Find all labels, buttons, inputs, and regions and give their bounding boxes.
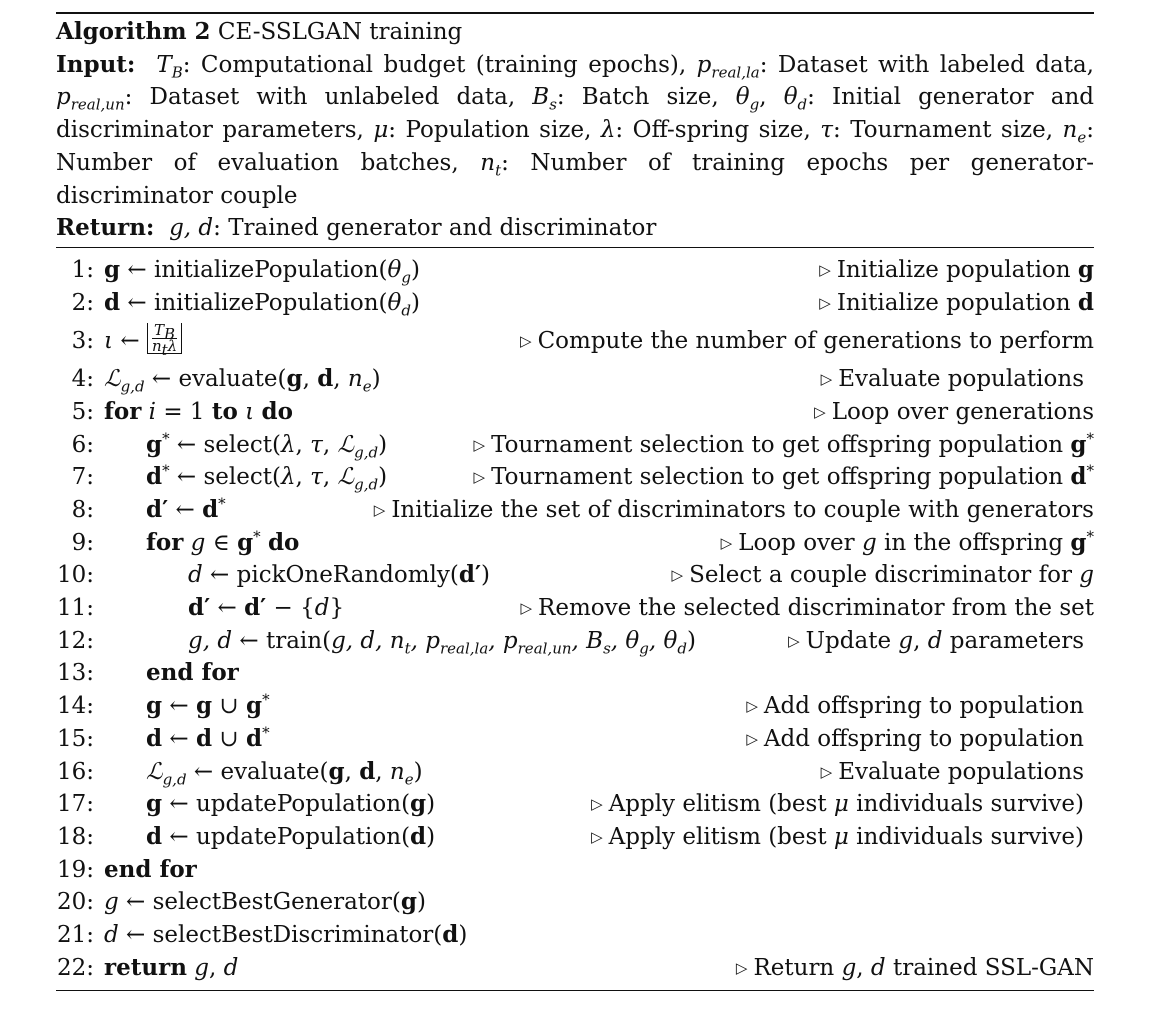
line-number: 1: (71, 256, 94, 283)
algorithm-line (56, 690, 1094, 723)
algorithm-line (56, 952, 1094, 985)
line-code: d ← updatePopulation(d) (146, 822, 436, 850)
line-number: 13: (56, 660, 94, 687)
line-code: g ← g ∪ g* (146, 690, 270, 720)
algorithm-line (56, 396, 1094, 429)
algorithm-line (56, 854, 1094, 887)
line-comment: ▷ Tournament selection to get offspring population d* (473, 461, 1094, 491)
line-comment: ▷ Loop over generations (814, 398, 1094, 425)
line-code: g* ← select(λ, τ, ℒ$_{g,d}$) (146, 429, 388, 462)
line-code: end for (146, 659, 239, 687)
algorithm-line (56, 461, 1094, 494)
line-number: 6: (71, 431, 94, 458)
return-paragraph (56, 212, 1094, 245)
algorithm-line (56, 625, 1094, 658)
algorithm-line (56, 287, 1094, 320)
line-number: 7: (71, 464, 94, 491)
algorithm-line (56, 527, 1094, 560)
line-number: 2: (71, 289, 94, 316)
line-number: 14: (56, 693, 94, 720)
line-code: for g ∈ g* do (146, 527, 300, 556)
bottom-rule (56, 990, 1094, 991)
line-comment: ▷ Initialize population g (819, 255, 1094, 283)
input-label: Input: (56, 50, 136, 78)
line-code: return g, d (104, 953, 239, 981)
line-number: 19: (56, 856, 94, 883)
line-code: d* ← select(λ, τ, ℒ$_{g,d}$) (146, 461, 388, 494)
line-code: end for (104, 855, 197, 883)
line-number: 11: (56, 595, 94, 622)
input-paragraph (56, 49, 1094, 213)
floor-fraction: $\frac{T_B}{n_t\lambda}$ (147, 323, 182, 354)
line-comment: ▷ Return g, d trained SSL-GAN (735, 954, 1094, 981)
line-number: 8: (71, 497, 94, 524)
algorithm-label: Algorithm 2 (56, 18, 211, 45)
algorithm-line (56, 756, 1094, 789)
algorithm-block (56, 12, 1094, 991)
line-number: 17: (56, 791, 94, 818)
algorithm-line (56, 592, 1094, 625)
line-number: 3: (71, 328, 94, 355)
input-text-rendered: $T_B$: Computational budget (training epochs), $p_{real,la}$: Dataset with labeled data, $p_{real,un}$: Dataset with unlabeled data, $B_s$: Batch size, $\theta_g$, $\theta_d$: Initial generator and discriminator parameters, μ: Population size, λ: Off-spring size, τ: Tournament size, $n_e$: Number of evaluation batches, $n_t$: Number of training epochs per generator-discriminator couple (56, 51, 1095, 209)
algorithm-title: CE-SSLGAN training (217, 19, 463, 45)
line-comment: ▷ Loop over g in the offspring g* (720, 527, 1094, 556)
line-comment-rendered: ▷ Evaluate populations (820, 758, 1084, 785)
line-code: d′ ← d′ − {d} (188, 594, 345, 622)
algorithm-line (56, 559, 1094, 592)
algorithm-line (56, 821, 1094, 854)
line-code: g ← updatePopulation(g) (146, 790, 436, 818)
line-comment: ▷ Remove the selected discriminator from the set (520, 595, 1094, 622)
line-comment-rendered: ▷ Compute the number of generations to perform (520, 328, 1094, 355)
line-number: 10: (56, 562, 94, 589)
line-comment: ▷ Apply elitism (best μ individuals survive) (591, 823, 1084, 850)
return-label: Return: (56, 214, 155, 242)
algorithm-line (56, 363, 1094, 396)
line-code: ℒ$_{g,d}$ ← evaluate(g, d, $n_e$) (104, 365, 381, 396)
line-code: ι ← $\frac{T_B}{n_t\lambda}$ (104, 319, 182, 363)
line-number: 22: (56, 954, 94, 981)
algorithm-line (56, 319, 1094, 363)
line-code: g ← $initializePopulation(\theta_g)$ (104, 255, 420, 287)
line-code: d′ ← d* (146, 494, 226, 524)
line-number: 4: (71, 366, 94, 393)
line-code: d ← pickOneRandomly(d′) (188, 561, 491, 589)
line-number: 20: (56, 889, 94, 916)
algorithm-line (56, 494, 1094, 527)
line-comment: ▷ Update g, d parameters (788, 627, 1084, 654)
line-code: d ← $initializePopulation(\theta_d)$ (104, 288, 420, 320)
line-comment-rendered: ▷ Add offspring to population (746, 725, 1084, 752)
line-comment: ▷ Initialize population d (819, 288, 1094, 316)
line-comment-rendered: ▷ Add offspring to population (746, 693, 1084, 720)
line-code: d ← d ∪ d* (146, 723, 270, 752)
line-number: 21: (56, 921, 94, 948)
line-number: 16: (56, 758, 94, 785)
line-code: g ← selectBestGenerator(g) (104, 888, 426, 916)
algorithm-line (56, 919, 1094, 952)
algorithm-lines (56, 248, 1094, 984)
line-code: g, d ← train(g, d, $n_t$, $p_{real,la}$, $p_{real,un}$, $B_s$, $\theta_g$, $\theta_d$) (188, 627, 696, 658)
line-comment: ▷ Select a couple discriminator for g (671, 562, 1094, 589)
return-text-rendered: g, d: Trained generator and discriminator (169, 215, 657, 242)
algorithm-line (56, 657, 1094, 690)
line-number: 9: (71, 529, 94, 556)
line-code: d ← selectBestDiscriminator(d) (104, 920, 468, 948)
line-comment: ▷ Tournament selection to get offspring population g* (473, 429, 1094, 458)
algorithm-line (56, 254, 1094, 287)
algorithm-line (56, 788, 1094, 821)
line-comment: ▷ Initialize the set of discriminators to couple with generators (373, 497, 1094, 524)
algorithm-line (56, 429, 1094, 462)
line-number: 12: (56, 627, 94, 654)
algorithm-line (56, 886, 1094, 919)
line-code: ℒ$_{g,d}$ ← evaluate(g, d, $n_e$) (146, 757, 423, 789)
algorithm-line (56, 723, 1094, 756)
line-code: for i = 1 to ι do (104, 397, 293, 425)
line-number: 15: (56, 725, 94, 752)
line-number: 5: (71, 398, 94, 425)
algorithm-caption (56, 14, 1094, 49)
line-comment: ▷ Evaluate populations (820, 366, 1084, 393)
line-comment: ▷ Apply elitism (best μ individuals survive) (591, 791, 1084, 818)
line-number: 18: (56, 823, 94, 850)
